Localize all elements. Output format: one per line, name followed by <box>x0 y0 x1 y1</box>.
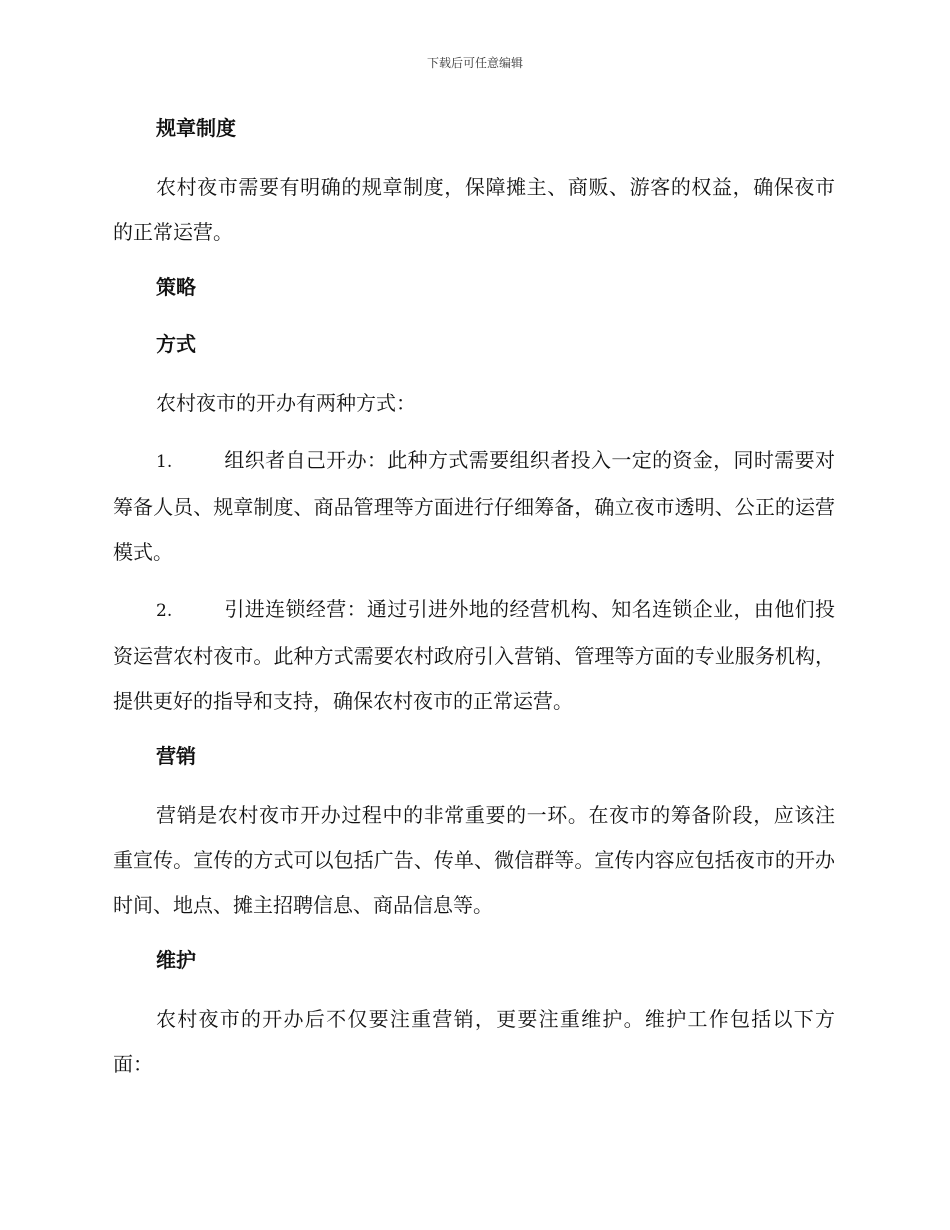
marketing-paragraph: 营销是农村夜市开办过程中的非常重要的一环。在夜市的筹备阶段，应该注重宣传。宣传的方式可以包括广告、传单、微信群等。宣传内容应包括夜市的开办时间、地点、摊主招聘信息、商品信息等。 <box>113 803 835 917</box>
section-heading-rules: 规章制度 <box>156 116 236 140</box>
list-number: 2. <box>156 601 173 621</box>
section-heading-strategy: 策略 <box>156 275 196 299</box>
list-text: 组织者自己开办：此种方式需要组织者投入一定的资金，同时需要对筹备人员、规章制度、商品管理等方面进行仔细筹备，确立夜市透明、公正的运营模式。 <box>113 448 835 564</box>
document-body <box>113 108 835 1099</box>
methods-intro: 农村夜市的开办有两种方式： <box>156 391 416 415</box>
list-number: 1. <box>156 452 173 472</box>
list-item <box>113 438 835 575</box>
list-item <box>113 587 835 724</box>
list-text: 引进连锁经营：通过引进外地的经营机构、知名连锁企业，由他们投资运营农村夜市。此种方式需要农村政府引入营销、管理等方面的专业服务机构，提供更好的指导和支持，确保农村夜市的正常运营。 <box>113 597 835 713</box>
page-header: 下载后可任意编辑 <box>426 56 523 70</box>
section-heading-methods: 方式 <box>156 332 196 356</box>
section-heading-marketing: 营销 <box>156 744 196 768</box>
rules-paragraph: 农村夜市需要有明确的规章制度，保障摊主、商贩、游客的权益，确保夜市的正常运营。 <box>113 175 835 244</box>
section-heading-maintenance: 维护 <box>156 948 196 972</box>
maintenance-paragraph: 农村夜市的开办后不仅要注重营销，更要注重维护。维护工作包括以下方面： <box>113 1007 835 1076</box>
